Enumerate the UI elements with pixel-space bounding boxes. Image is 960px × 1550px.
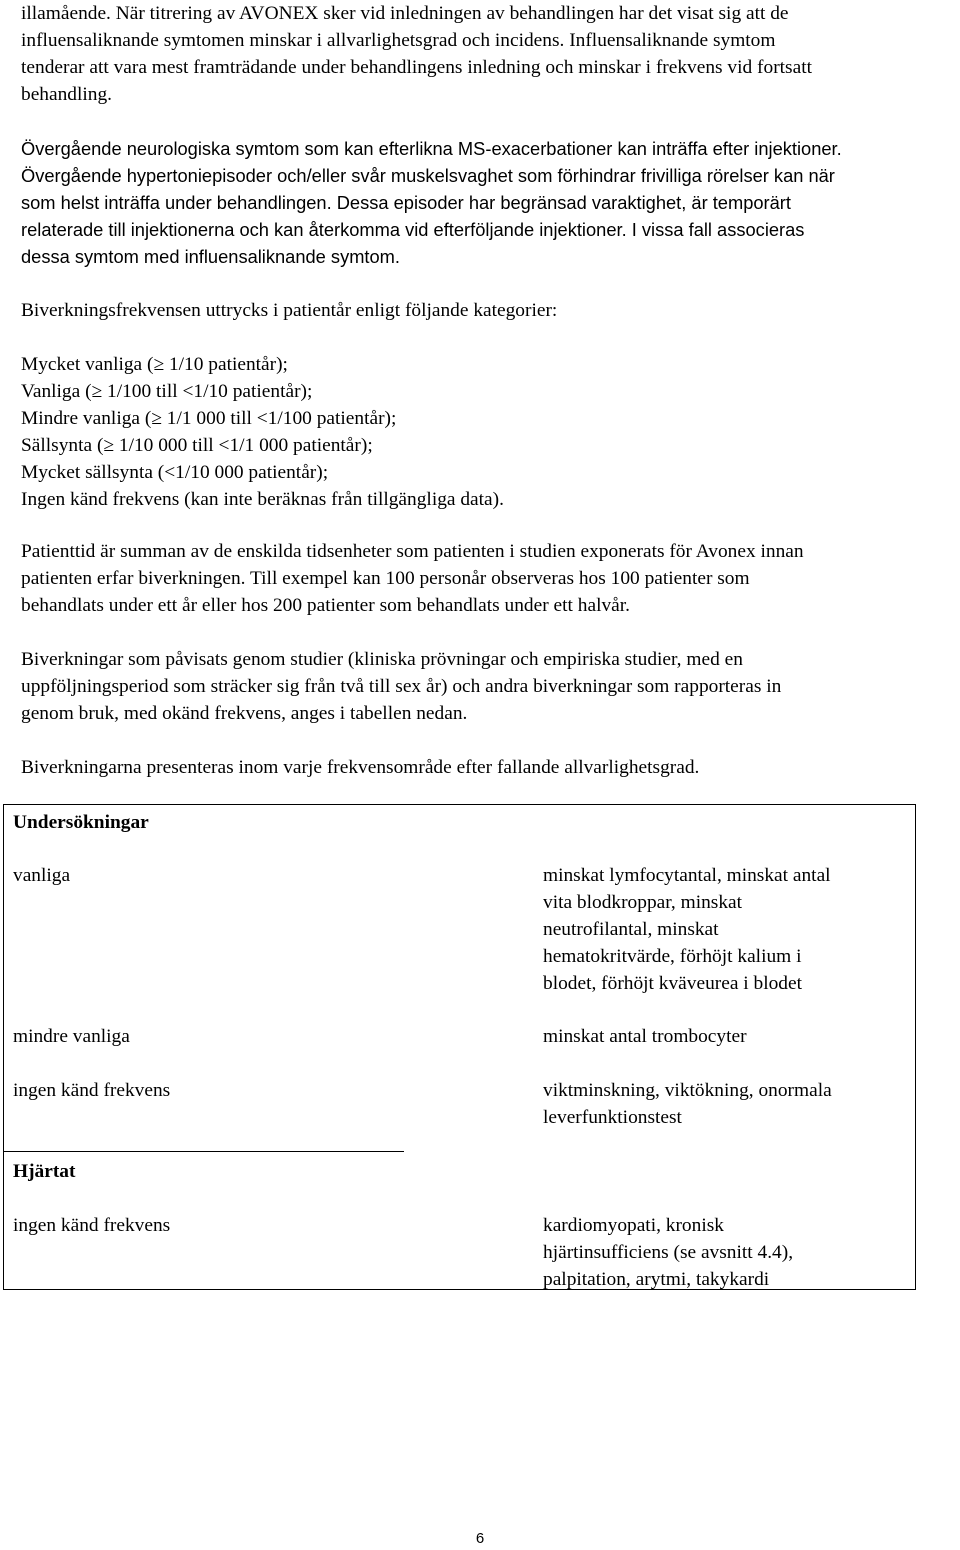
table-section-heading: Undersökningar bbox=[13, 812, 149, 833]
table-effects-cell bbox=[543, 862, 831, 997]
table-frequency-cell: ingen känd frekvens bbox=[13, 1080, 171, 1101]
text-line: Biverkningar som påvisats genom studier (kliniska prövningar och empiriska studier, med en bbox=[21, 649, 743, 670]
table-divider bbox=[4, 1151, 404, 1152]
paragraph-frequency-intro bbox=[21, 297, 956, 324]
text-line: dessa symtom med influensaliknande symtom. bbox=[21, 246, 400, 267]
table-effects-cell bbox=[543, 1077, 832, 1131]
page-number: 6 bbox=[475, 1530, 485, 1547]
list-item: Sällsynta (≥ 1/10 000 till <1/1 000 patientår); bbox=[21, 435, 373, 456]
text-line: patienten erfar biverkningen. Till exempel kan 100 personår observeras hos 100 patienter som bbox=[21, 568, 750, 589]
text-line: behandlats under ett år eller hos 200 patienter som behandlats under ett halvår. bbox=[21, 595, 630, 616]
list-item: Ingen känd frekvens (kan inte beräknas från tillgängliga data). bbox=[21, 489, 504, 510]
text-line: influensaliknande symtomen minskar i allvarlighetsgrad och incidens. Influensaliknande symtom bbox=[21, 30, 776, 51]
list-item: Mycket sällsynta (<1/10 000 patientår); bbox=[21, 462, 329, 483]
text-line: minskat antal trombocyter bbox=[543, 1026, 747, 1047]
adverse-reactions-table bbox=[3, 804, 916, 1290]
text-line: Biverkningarna presenteras inom varje frekvensområde efter fallande allvarlighetsgrad. bbox=[21, 757, 700, 778]
paragraph-influenza-symptoms bbox=[21, 0, 956, 108]
table-frequency-cell: vanliga bbox=[13, 865, 71, 886]
text-line: viktminskning, viktökning, onormala bbox=[543, 1080, 832, 1101]
table-frequency-cell: mindre vanliga bbox=[13, 1026, 130, 1047]
text-line: tenderar att vara mest framträdande under behandlingens inledning och minskar i frekvens vid fortsatt bbox=[21, 57, 812, 78]
table-frequency-cell: ingen känd frekvens bbox=[13, 1215, 171, 1236]
paragraph-studies bbox=[21, 646, 956, 727]
text-line: leverfunktionstest bbox=[543, 1107, 682, 1128]
text-line: som helst inträffa under behandlingen. Dessa episoder har begränsad varaktighet, är temporärt bbox=[21, 192, 791, 213]
text-line: Patienttid är summan av de enskilda tidsenheter som patienten i studien exponerats för Avonex innan bbox=[21, 541, 804, 562]
text-line: behandling. bbox=[21, 84, 113, 105]
text-line: hjärtinsufficiens (se avsnitt 4.4), bbox=[543, 1242, 794, 1263]
table-section-heading: Hjärtat bbox=[13, 1161, 76, 1182]
list-item: Vanliga (≥ 1/100 till <1/10 patientår); bbox=[21, 381, 313, 402]
text-line: neutrofilantal, minskat bbox=[543, 919, 719, 940]
text-line: minskat lymfocytantal, minskat antal bbox=[543, 865, 831, 886]
text-line: genom bruk, med okänd frekvens, anges i tabellen nedan. bbox=[21, 703, 468, 724]
text-line: relaterade till injektionerna och kan återkomma vid efterföljande injektioner. I vissa fall associeras bbox=[21, 219, 805, 240]
text-line: vita blodkroppar, minskat bbox=[543, 892, 743, 913]
paragraph-neurological-symptoms bbox=[21, 135, 956, 270]
text-line: blodet, förhöjt kväveurea i blodet bbox=[543, 973, 802, 994]
list-item: Mindre vanliga (≥ 1/1 000 till <1/100 patientår); bbox=[21, 408, 397, 429]
text-line: Övergående neurologiska symtom som kan efterlikna MS-exacerbationer kan inträffa efter injektioner. bbox=[21, 138, 842, 159]
text-line: uppföljningsperiod som sträcker sig från två till sex år) och andra biverkningar som rapporteras in bbox=[21, 676, 782, 697]
text-line: palpitation, arytmi, takykardi bbox=[543, 1269, 770, 1290]
text-line: illamående. När titrering av AVONEX sker vid inledningen av behandlingen har det visat sig att de bbox=[21, 3, 789, 24]
text-line: Övergående hypertoniepisoder och/eller svår muskelsvaghet som förhindrar frivilliga rörelser kan när bbox=[21, 165, 835, 186]
text-line: kardiomyopati, kronisk bbox=[543, 1215, 724, 1236]
text-line: hematokritvärde, förhöjt kalium i bbox=[543, 946, 802, 967]
frequency-category-list bbox=[21, 351, 956, 513]
paragraph-patient-time bbox=[21, 538, 956, 619]
paragraph-severity-order bbox=[21, 754, 956, 781]
table-effects-cell bbox=[543, 1212, 793, 1293]
table-effects-cell bbox=[543, 1023, 747, 1050]
list-item: Mycket vanliga (≥ 1/10 patientår); bbox=[21, 354, 288, 375]
text-line: Biverkningsfrekvensen uttrycks i patientår enligt följande kategorier: bbox=[21, 300, 558, 321]
